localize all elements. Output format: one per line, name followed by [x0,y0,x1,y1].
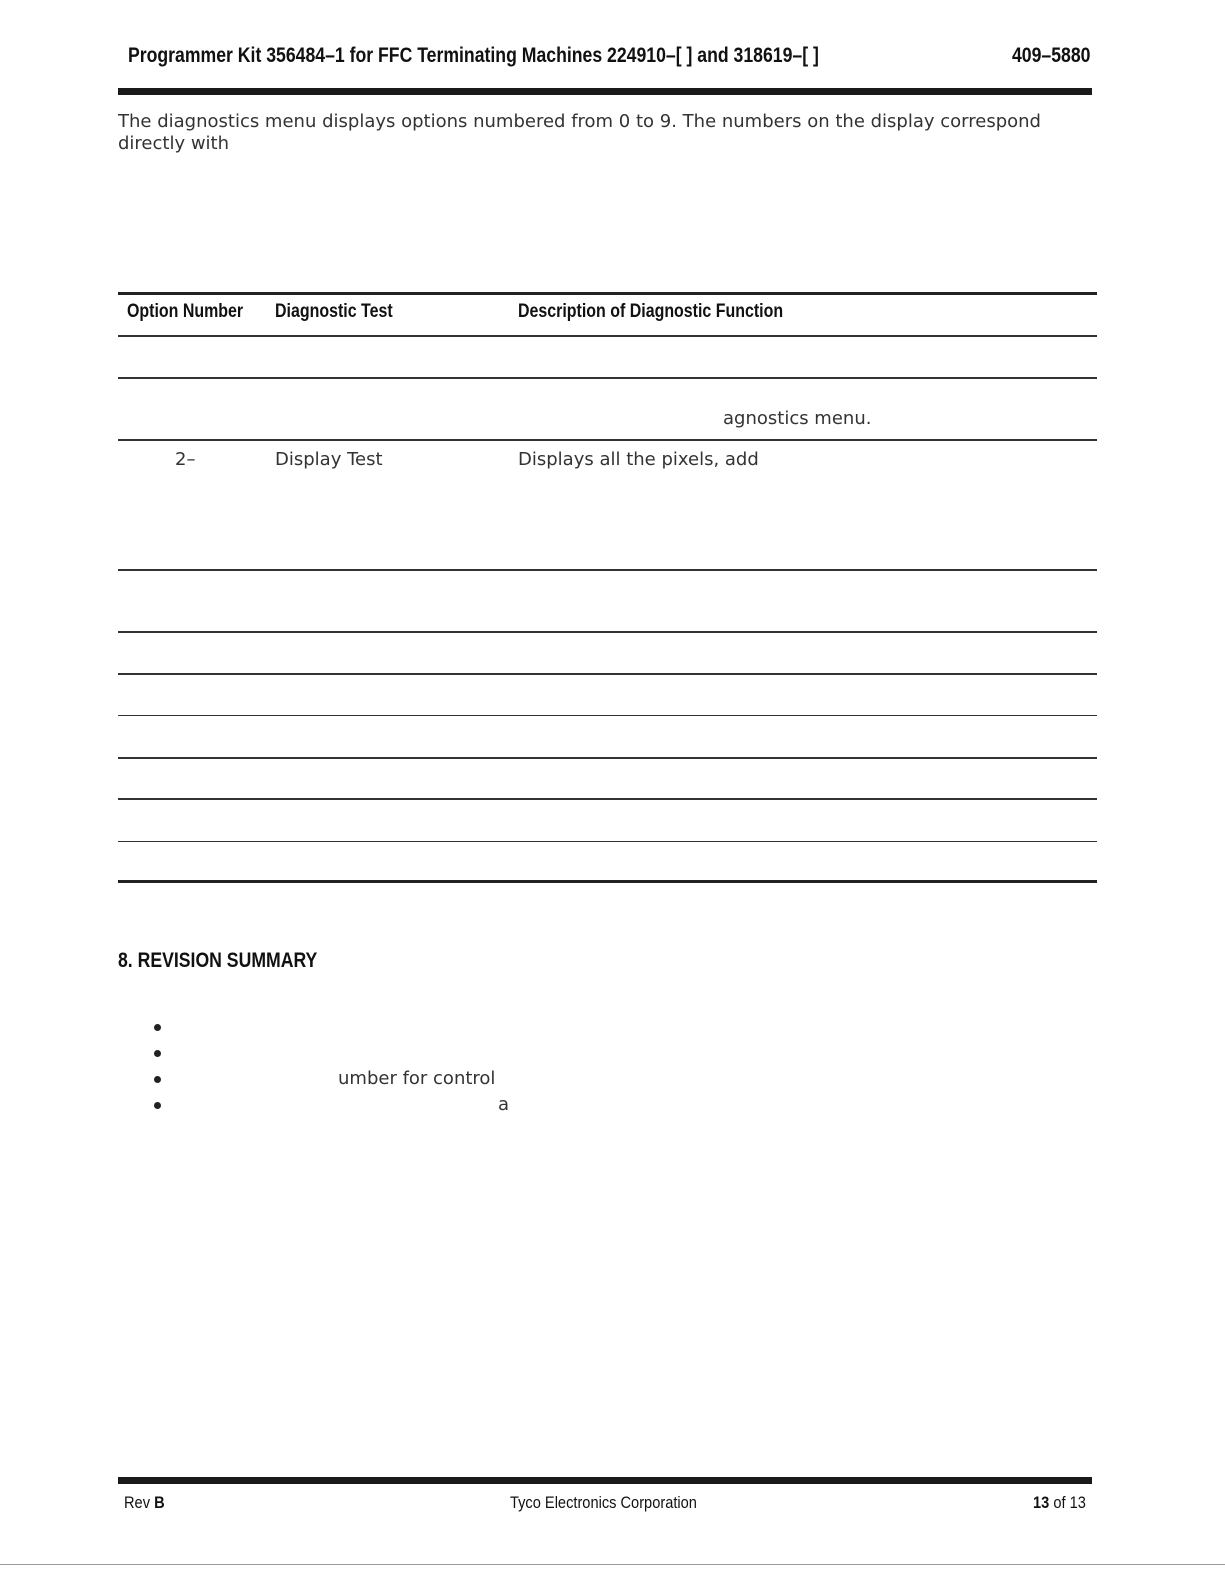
row-option-number: 2– [175,449,196,470]
row-divider [118,631,1097,633]
row-divider [118,757,1097,759]
row-description-fragment: agnostics menu. [723,408,872,429]
page-number [1033,1493,1086,1513]
row-divider [118,715,1097,716]
row-divider [118,569,1097,571]
page-of: of [1053,1493,1066,1512]
bullet-icon [154,1102,161,1109]
row-divider [118,798,1097,800]
list-item-text: a [498,1094,510,1115]
page-edge-rule [0,1564,1225,1565]
footer-rule [118,1477,1092,1484]
revision-label [124,1493,165,1513]
column-header-diagnostic-test: Diagnostic Test [275,301,393,322]
intro-paragraph: The diagnostics menu displays options numbered from 0 to 9. The numbers on the display correspond directly with [118,111,1041,154]
row-description: Displays all the pixels, add [518,449,759,470]
document-number: 409–5880 [1012,44,1091,67]
bullet-icon [154,1076,161,1083]
column-header-description: Description of Diagnostic Function [518,301,784,322]
row-divider [118,841,1097,842]
list-item-text: umber for control [338,1068,496,1089]
company-name: Tyco Electronics Corporation [510,1493,697,1512]
section-heading-revision-summary: 8. REVISION SUMMARY [118,949,318,972]
rev-value: B [154,1493,165,1512]
table-top-rule [118,292,1097,295]
table-bottom-rule [118,880,1097,883]
page-total: 13 [1069,1493,1086,1512]
rev-label: Rev [124,1493,151,1512]
row-divider [118,673,1097,675]
row-diagnostic-test: Display Test [275,449,383,470]
header-rule [118,88,1092,95]
bullet-icon [154,1024,161,1031]
document-title: Programmer Kit 356484–1 for FFC Terminating Machines 224910–[ ] and 318619–[ ] [128,44,819,67]
page-current: 13 [1033,1493,1050,1512]
row-divider [118,377,1097,379]
row-divider [118,439,1097,441]
column-header-option-number: Option Number [127,301,244,322]
bullet-icon [154,1050,161,1057]
header-bottom-rule [118,335,1097,337]
